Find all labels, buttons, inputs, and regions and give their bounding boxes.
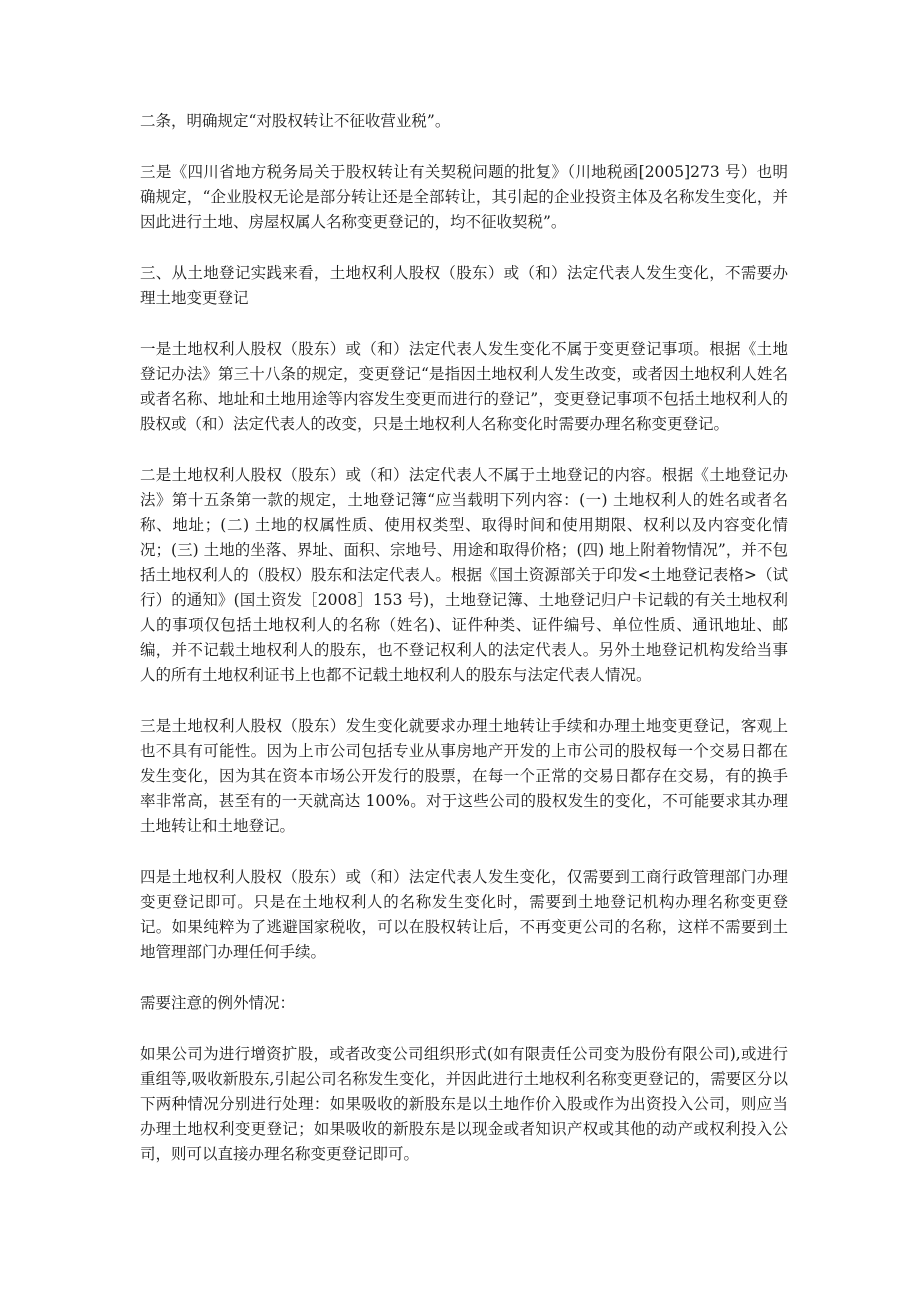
paragraph-9: 如果公司为进行增资扩股，或者改变公司组织形式(如有限责任公司变为股份有限公司),或进行重组等,吸收新股东,引起公司名称发生变化，并因此进行土地权利名称变更登记的，需要区分以下两种情况分别进行处理：如果吸收的新股东是以土地作价入股或作为出资投入公司，则应当办理土地权利变更登记；如果吸收的新股东是以现金或者知识产权或其他的动产或权利投入公司，则可以直接办理名称变更登记即可。 bbox=[140, 1045, 788, 1163]
paragraph-2: 三是《四川省地方税务局关于股权转让有关契税问题的批复》（川地税函[2005]273 号）也明确规定，“企业股权无论是部分转让还是全部转让，其引起的企业投资主体及名称发生变化，并因此进行土地、房屋权属人名称变更登记的，均不征收契税”。 bbox=[140, 163, 788, 231]
section-heading-3: 三、从土地登记实践来看，土地权利人股权（股东）或（和）法定代表人发生变化，不需要办理土地变更登记 bbox=[140, 264, 788, 307]
exceptions-heading: 需要注意的例外情况： bbox=[140, 994, 296, 1012]
paragraph-7: 四是土地权利人股权（股东）或（和）法定代表人发生变化，仅需要到工商行政管理部门办理变更登记即可。只是在土地权利人的名称发生变化时，需要到土地登记机构办理名称变更登记。如果纯粹为了逃避国家税收，可以在股权转让后，不再变更公司的名称，这样不需要到土地管理部门办理任何手续。 bbox=[140, 868, 788, 961]
document-body bbox=[140, 109, 788, 1167]
paragraph-1: 二条，明确规定“对股权转让不征收营业税”。 bbox=[140, 112, 451, 130]
paragraph-6: 三是土地权利人股权（股东）发生变化就要求办理土地转让手续和办理土地变更登记，客观上也不具有可能性。因为上市公司包括专业从事房地产开发的上市公司的股权每一个交易日都在发生变化，因为其在资本市场公开发行的股票，在每一个正常的交易日都存在交易，有的换手率非常高，甚至有的一天就高达 100%。对于这些公司的股权发生的变化，不可能要求其办理土地转让和土地登记。 bbox=[140, 717, 788, 835]
paragraph-5: 二是土地权利人股权（股东）或（和）法定代表人不属于土地登记的内容。根据《土地登记办法》第十五条第一款的规定，土地登记簿“应当载明下列内容：(一) 土地权利人的姓名或者名称、地址；(二) 土地的权属性质、使用权类型、取得时间和使用期限、权利以及内容变化情况；(三) 土地的坐落、界址、面积、宗地号、用途和取得价格；(四) 地上附着物情况”，并不包括土地权利人的（股权）股东和法定代表人。根据《国土资源部关于印发<土地登记表格>（试行）的通知》(国土资发［2008］153 号)，土地登记簿、土地登记归户卡记载的有关土地权利人的事项仅包括土地权利人的名称（姓名)、证件种类、证件编号、单位性质、通讯地址、邮编，并不记载土地权利人的股东，也不登记权利人的法定代表人。另外土地登记机构发给当事人的所有土地权利证书上也都不记载土地权利人的股东与法定代表人情况。 bbox=[140, 466, 788, 684]
paragraph-4: 一是土地权利人股权（股东）或（和）法定代表人发生变化不属于变更登记事项。根据《土地登记办法》第三十八条的规定，变更登记“是指因土地权利人发生改变，或者因土地权利人姓名或者名称、地址和土地用途等内容发生变更而进行的登记”，变更登记事项不包括土地权利人的股权或（和）法定代表人的改变，只是土地权利人名称变化时需要办理名称变更登记。 bbox=[140, 340, 788, 433]
